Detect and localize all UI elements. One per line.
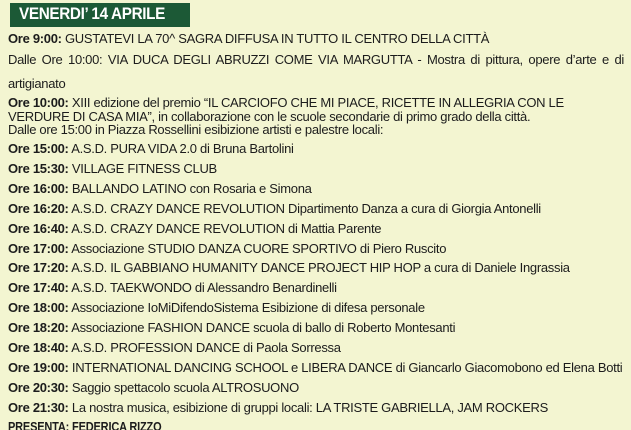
schedule-row [8,398,624,418]
program-premio-paragraph [8,96,624,123]
schedule-row [8,159,624,179]
schedule-time: Ore 18:20: [8,320,69,336]
schedule-row [8,338,624,358]
schedule-text: VILLAGE FITNESS CLUB [71,160,217,176]
schedule-time: Ore 17:00: [8,240,69,256]
schedule-time: Ore 16:20: [8,200,69,216]
schedule-text: Saggio spettacolo scuola ALTROSUONO [71,379,299,395]
date-badge-label: VENERDI’ 14 APRILE [19,4,166,23]
event-text: GUSTATEVI LA 70^ SAGRA DIFFUSA IN TUTTO IL CENTRO DELLA CITTÀ [64,31,490,46]
schedule-text: A.S.D. CRAZY DANCE REVOLUTION di Mattia Parente [71,220,382,236]
schedule-time: Ore 17:20: [8,260,69,276]
schedule-text: A.S.D. PROFESSION DANCE di Paola Sorressa [71,340,341,356]
schedule-time: Ore 20:30: [8,379,69,395]
schedule-row [8,179,624,199]
event-text: XIII edizione del premio “IL CARCIOFO CHE MI PIACE, RICETTE IN ALLEGRIA CON LE VERDURE DI CASA MIA”, in collaborazione con le scuole secondarie di primo grado della città. [8,95,564,124]
schedule-row [8,258,624,278]
schedule-time: Ore 16:00: [8,180,69,196]
schedule-row [8,278,624,298]
program-mostra-paragraph: Dalle Ore 10:00: VIA DUCA DEGLI ABRUZZI COME VIA MARGUTTA - Mostra di pittura, opere d’arte e di artigianato [8,52,624,91]
schedule-text: Associazione IoMiDifendoSistema Esibizione di difesa personale [71,300,425,316]
schedule-row [8,219,624,239]
schedule-row [8,139,624,159]
schedule-row [8,239,624,259]
schedule-time: Ore 15:30: [8,160,69,176]
schedule-text: A.S.D. CRAZY DANCE REVOLUTION Dipartimento Danza a cura di Giorgia Antonelli [71,200,541,216]
schedule-text: A.S.D. IL GABBIANO HUMANITY DANCE PROJECT HIP HOP a cura di Daniele Ingrassia [71,260,570,276]
schedule-time: Ore 21:30: [8,399,69,415]
program-opening-line [8,29,624,48]
schedule-text: Associazione FASHION DANCE scuola di ballo di Roberto Montesanti [71,320,456,336]
event-time: Ore 10:00: [8,95,69,110]
schedule-time: Ore 15:00: [8,141,69,156]
schedule-text: BALLANDO LATINO con Rosaria e Simona [71,180,312,196]
presenter-line: PRESENTA: FEDERICA RIZZO [8,419,162,430]
schedule-list [8,139,624,418]
schedule-time: Ore 18:40: [8,340,69,356]
schedule-text: INTERNATIONAL DANCING SCHOOL e LIBERA DANCE di Giancarlo Giacomobono ed Elena Botti [71,359,623,375]
schedule-time: Ore 18:00: [8,300,69,316]
schedule-row [8,298,624,318]
schedule-time: Ore 17:40: [8,280,69,296]
schedule-row [8,199,624,219]
date-badge [10,3,190,27]
event-time: Ore 9:00: [8,31,62,46]
schedule-text: La nostra musica, esibizione di gruppi locali: LA TRISTE GABRIELLA, JAM ROCKERS [71,399,548,415]
schedule-row [8,378,624,398]
schedule-time: Ore 19:00: [8,359,69,375]
schedule-text: A.S.D. TAEKWONDO di Alessandro Benardinelli [71,280,337,296]
schedule-row [8,318,624,338]
schedule-row [8,358,624,378]
schedule-text: A.S.D. PURA VIDA 2.0 di Bruna Bartolini [71,141,294,156]
schedule-time: Ore 16:40: [8,220,69,236]
schedule-text: Associazione STUDIO DANZA CUORE SPORTIVO di Piero Ruscito [71,240,447,256]
program-premio-subline: Dalle ore 15:00 in Piazza Rossellini esibizione artisti e palestre locali: [8,122,384,137]
